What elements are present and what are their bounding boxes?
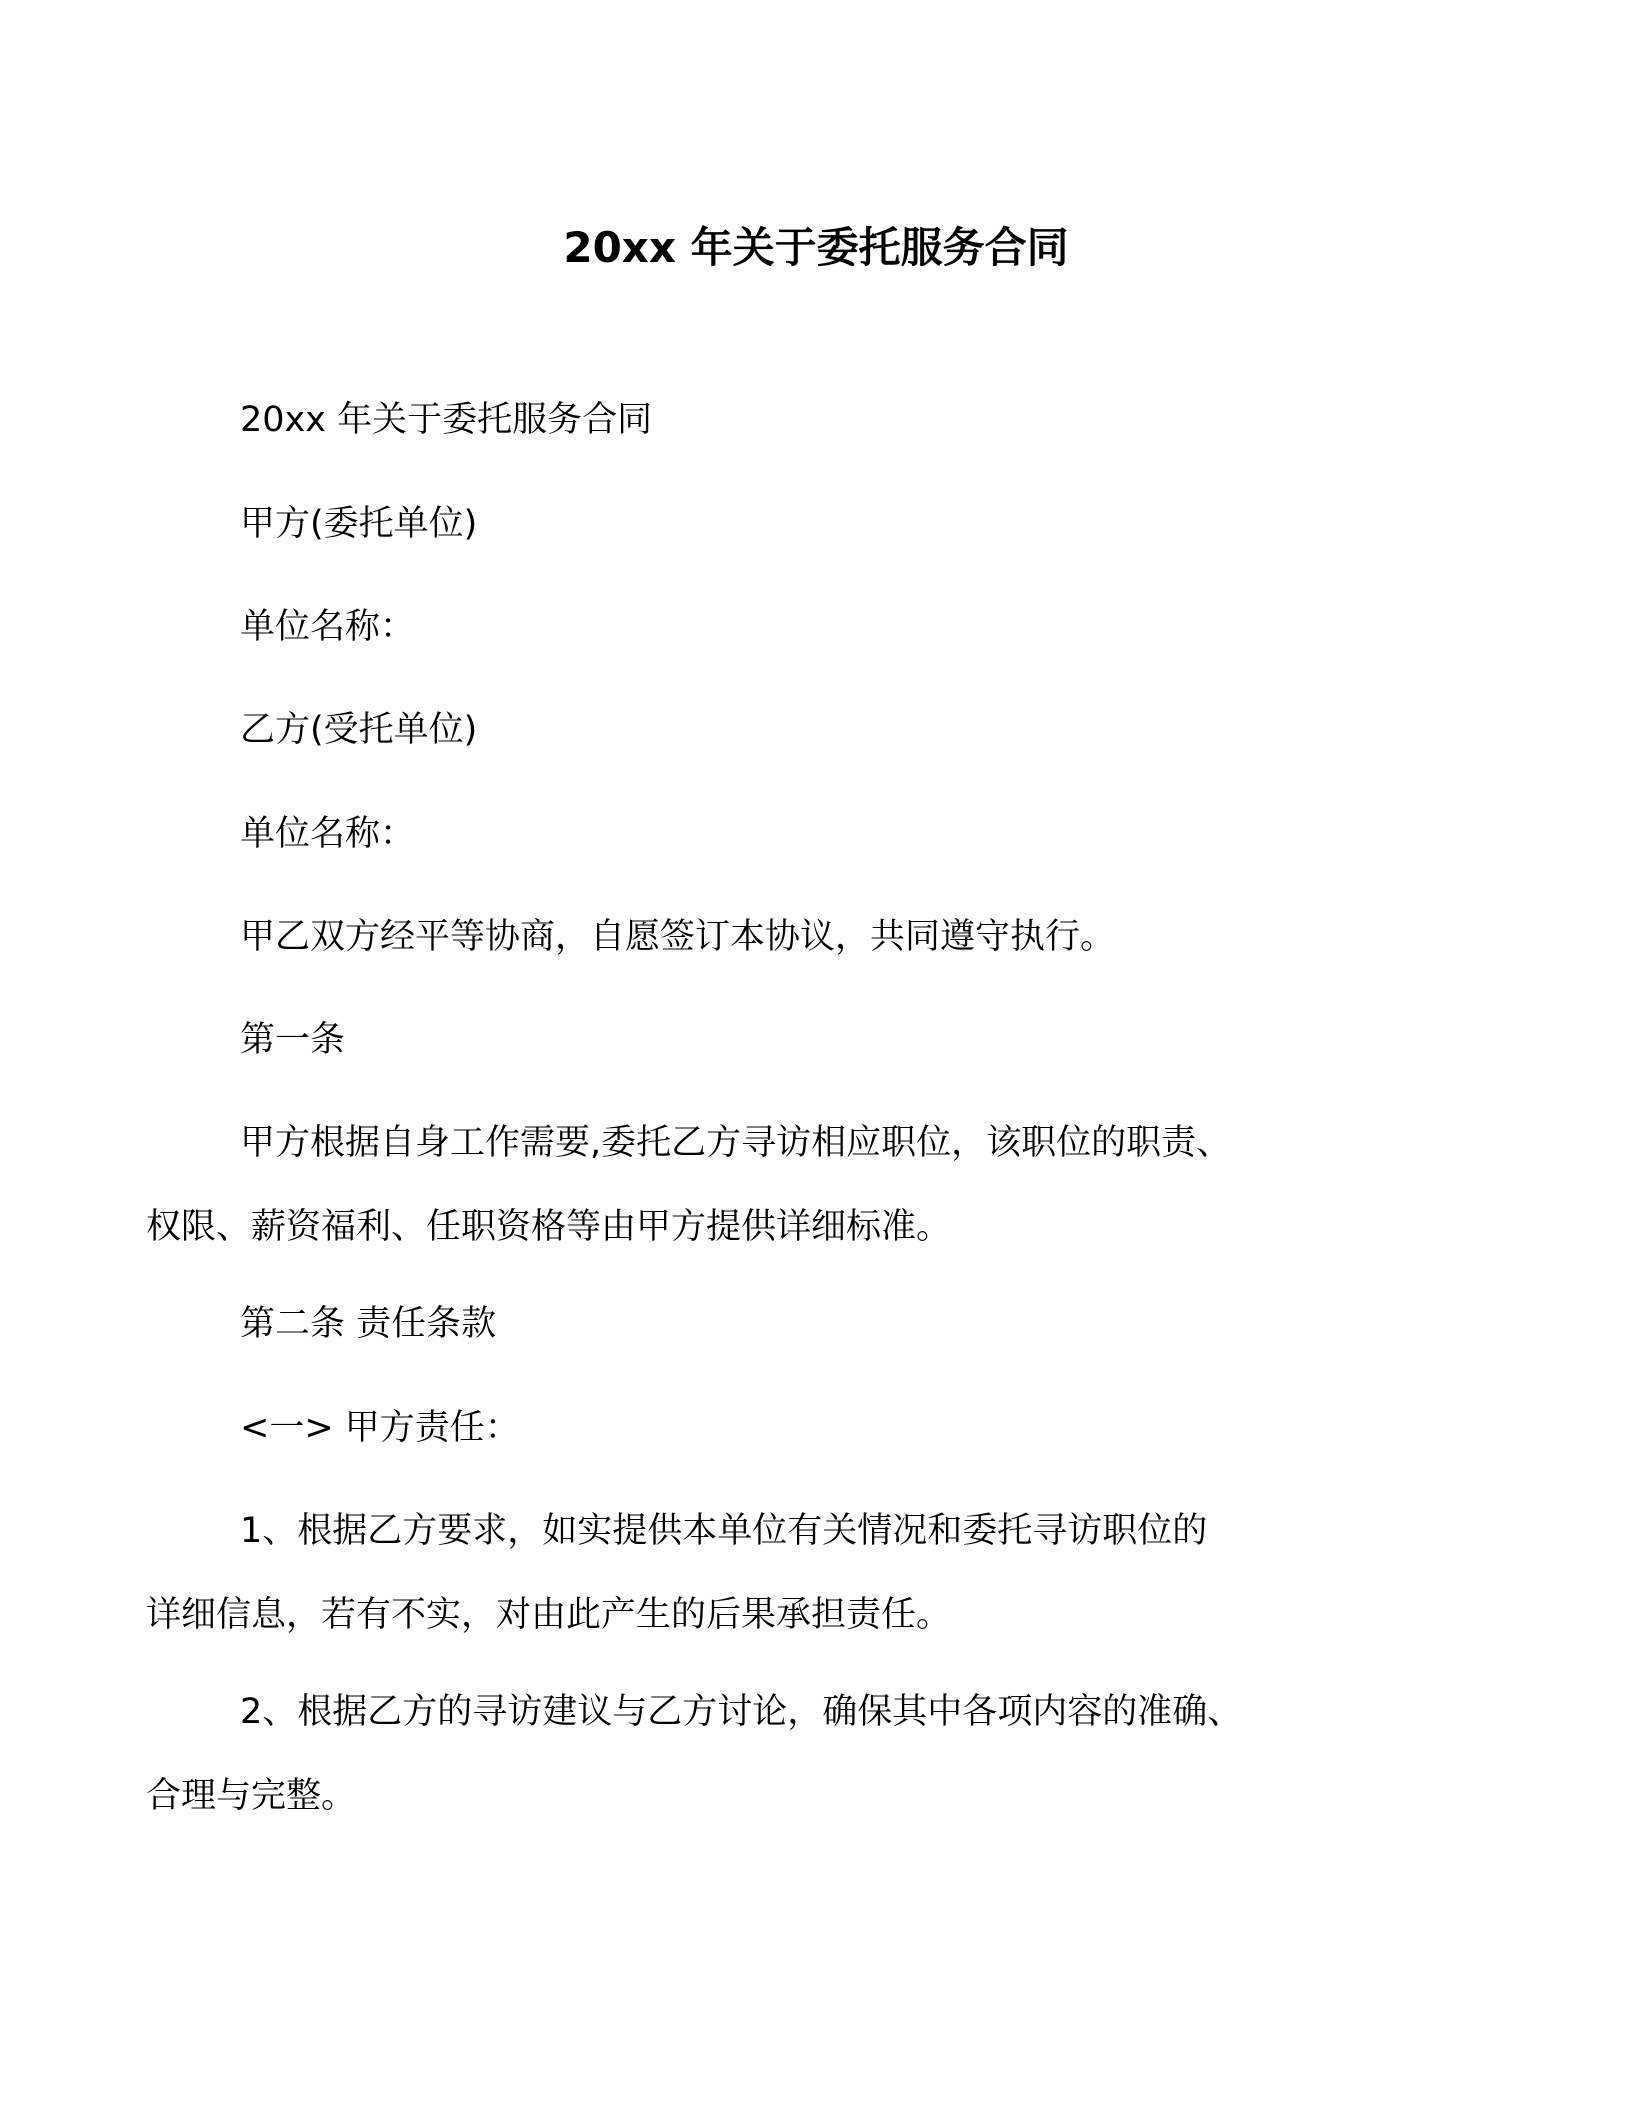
paragraph-line: 2、根据乙方的寻访建议与乙方讨论，确保其中各项内容的准确、 [240,1692,1243,1732]
paragraph-line: 合理与完整。 [146,1776,357,1816]
paragraph-line: 详细信息，若有不实，对由此产生的后果承担责任。 [146,1595,952,1635]
paragraph-party-a-name: 单位名称： [240,607,416,647]
paragraph-article-two: 第二条 责任条款 [240,1304,497,1344]
paragraph-party-a-duties: <一> 甲方责任： [240,1408,520,1448]
paragraph-party-a: 甲方(委托单位) [240,504,478,544]
paragraph-line: 甲方根据自身工作需要,委托乙方寻访相应职位，该职位的职责、 [240,1123,1232,1163]
document-title: 20xx 年关于委托服务合同 [563,223,1069,272]
paragraph-party-b: 乙方(受托单位) [240,710,478,750]
paragraph-article-one-body [146,1119,1415,1251]
paragraph-line: 1、根据乙方要求，如实提供本单位有关情况和委托寻访职位的 [240,1511,1208,1551]
paragraph-party-b-name: 单位名称： [240,814,416,854]
paragraph-duty-one [146,1507,1415,1639]
paragraph-duty-two [146,1688,1415,1820]
paragraph-contract-name: 20xx 年关于委托服务合同 [240,400,653,440]
paragraph-article-one: 第一条 [240,1020,346,1060]
paragraph-agreement: 甲乙双方经平等协商，自愿签订本协议，共同遵守执行。 [240,917,1116,957]
paragraph-line: 权限、薪资福利、任职资格等由甲方提供详细标准。 [146,1207,952,1247]
